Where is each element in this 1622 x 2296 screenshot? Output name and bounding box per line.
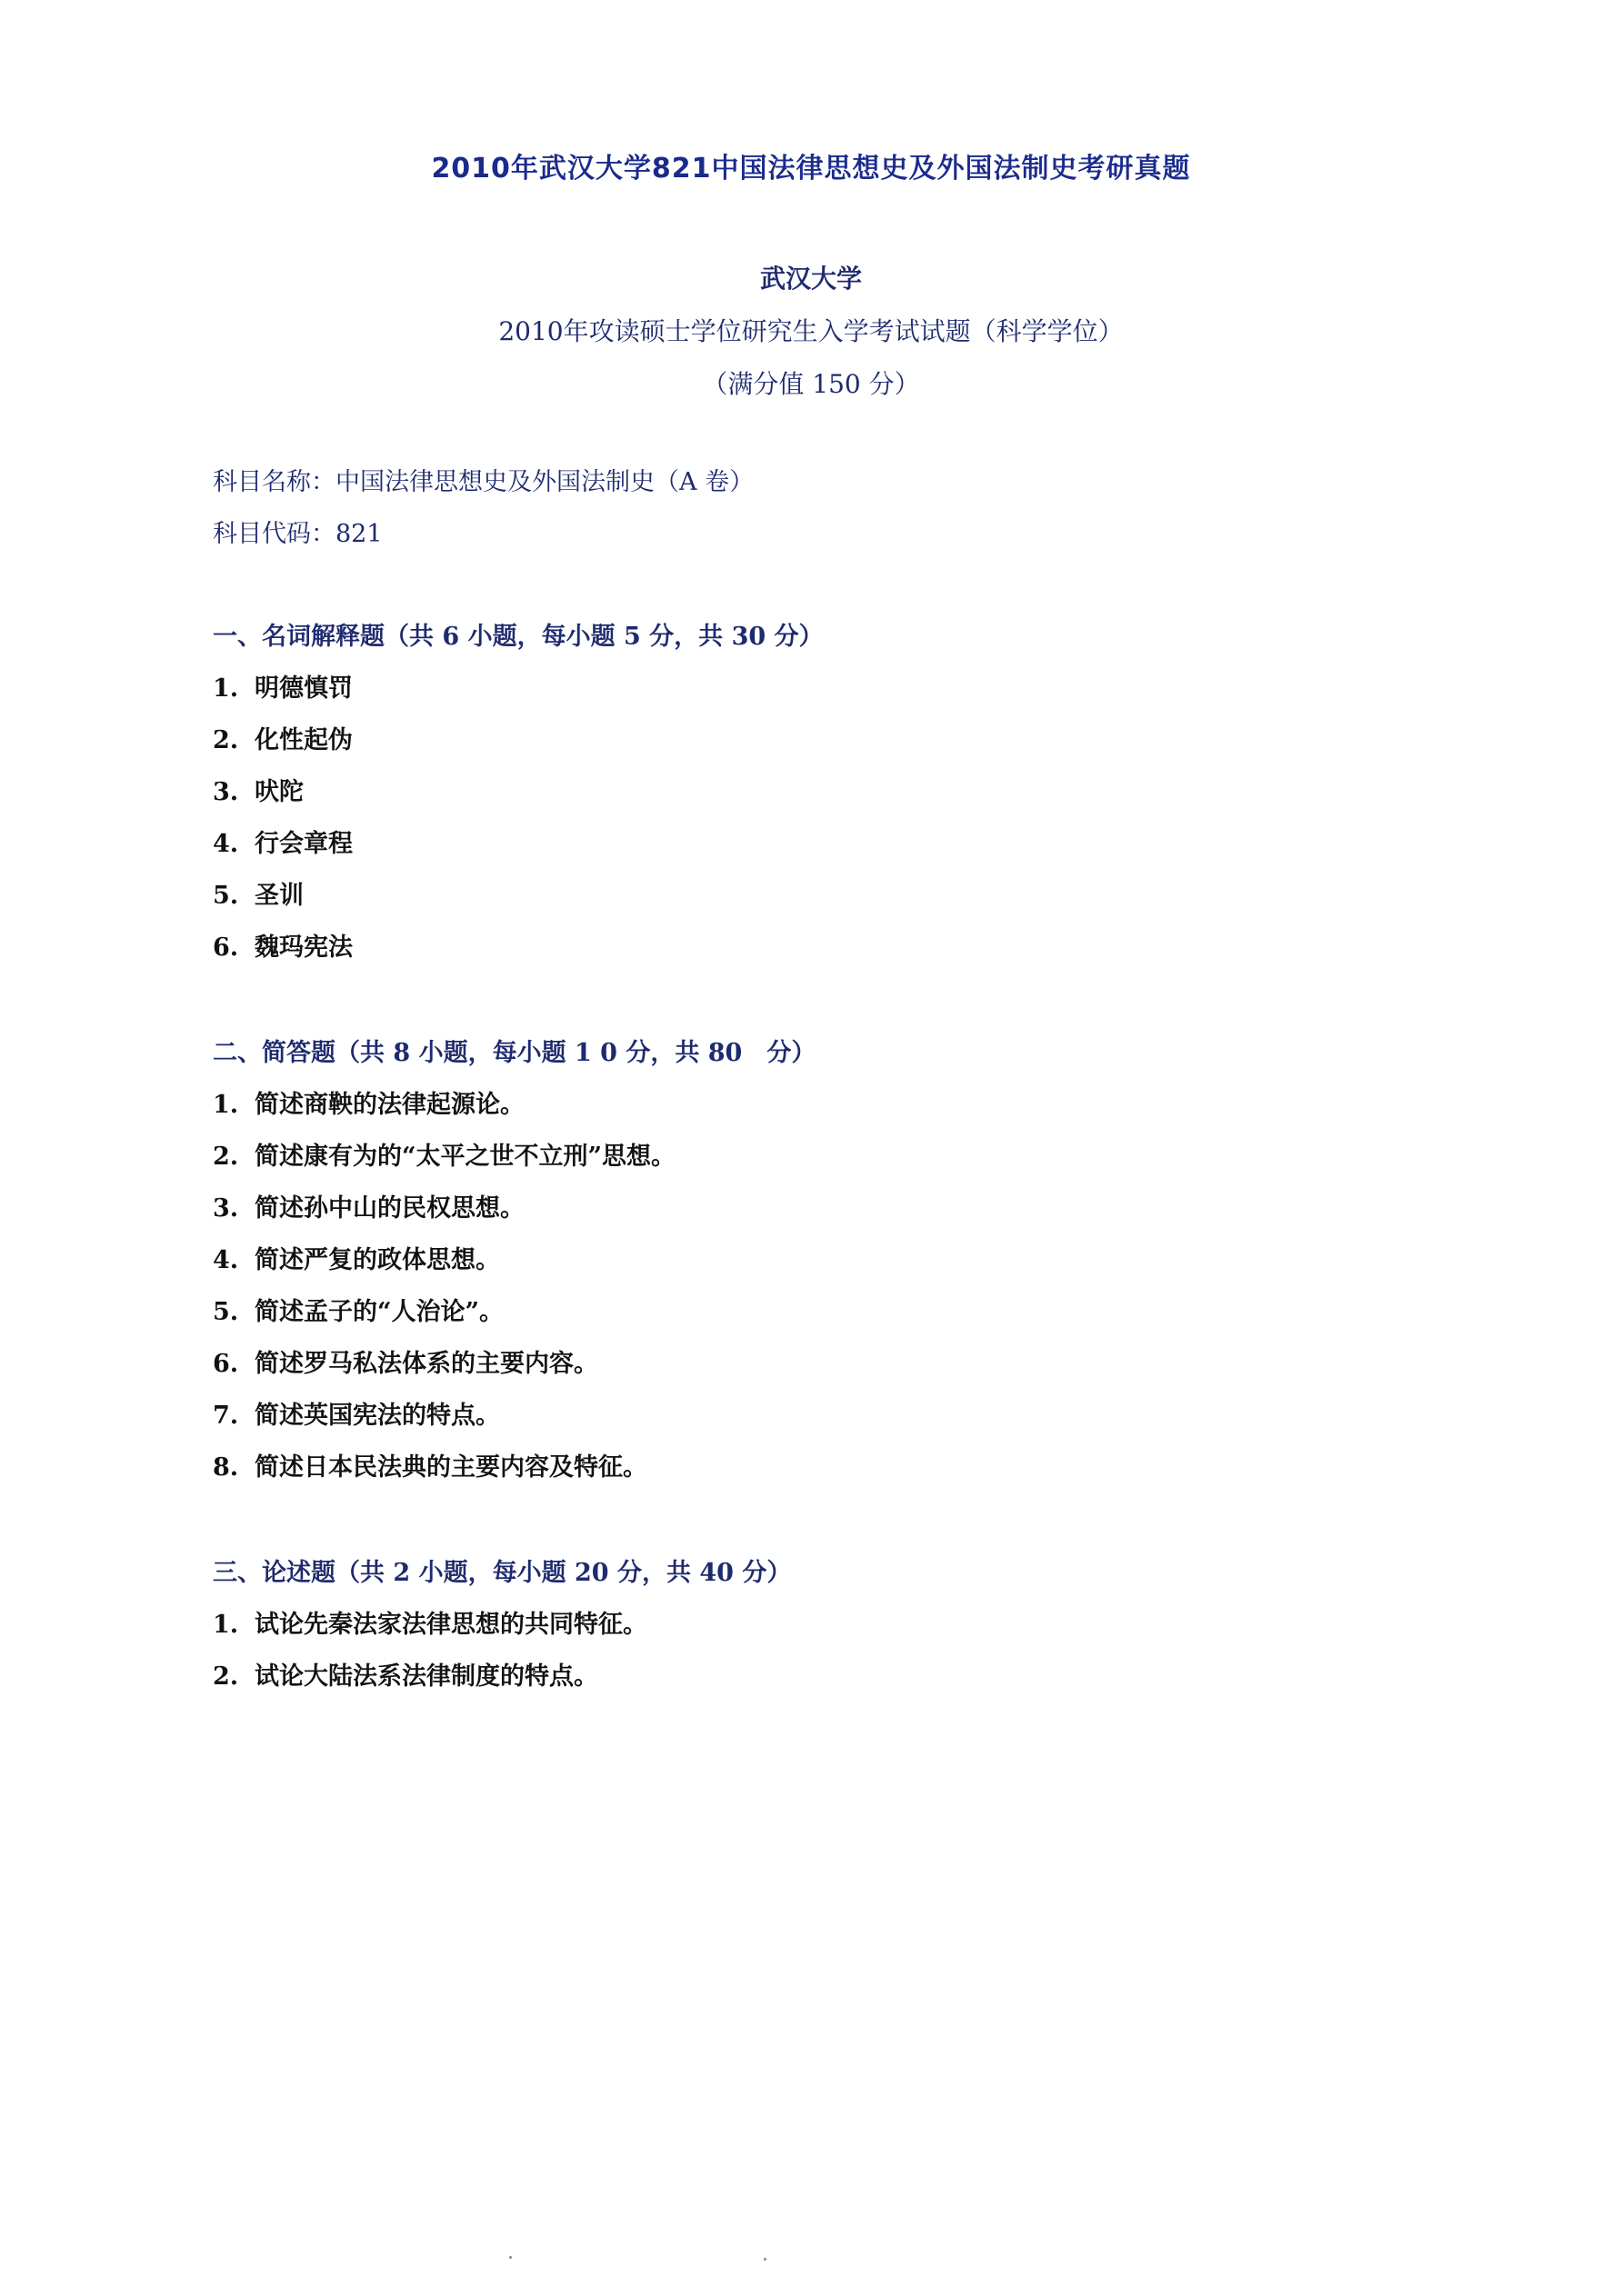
question-item [213, 1286, 1395, 1338]
scan-dot [509, 2256, 512, 2259]
question-number: 7. [213, 1402, 239, 1430]
section-heading: 二、简答题（共 8 小题，每小题 1 0 分，共 80 分） [213, 1039, 816, 1067]
scan-artifact-dots [0, 2254, 1622, 2263]
question-text: 简述康有为的“太平之世不立刑”思想。 [255, 1143, 676, 1171]
question-number: 2. [213, 1662, 239, 1691]
question-text: 圣训 [255, 882, 304, 910]
scan-dot [764, 2258, 766, 2261]
question-text: 简述孙中山的民权思想。 [255, 1194, 525, 1223]
question-item [213, 1079, 1395, 1131]
question-text: 吠陀 [255, 778, 304, 806]
question-text: 简述日本民法典的主要内容及特征。 [255, 1453, 647, 1482]
full-score: （满分值 150 分） [702, 369, 920, 399]
question-text: 魏玛宪法 [255, 933, 353, 962]
question-text: 简述严复的政体思想。 [255, 1246, 500, 1274]
question-number: 4. [213, 1246, 239, 1274]
question-item [213, 1390, 1395, 1442]
question-item [213, 1338, 1395, 1390]
exam-title: 2010年攻读硕士学位研究生入学考试试题（科学学位） [498, 316, 1124, 346]
question-item [213, 818, 1395, 870]
question-item [213, 1651, 1395, 1702]
exam-header [0, 253, 1622, 411]
question-item [213, 714, 1395, 766]
question-text: 简述孟子的“人治论”。 [255, 1298, 505, 1326]
subject-code: 科目代码：821 [213, 520, 383, 548]
section-terms [213, 611, 1395, 973]
question-number: 5. [213, 1298, 239, 1326]
question-text: 化性起伪 [255, 726, 353, 754]
question-text: 简述商鞅的法律起源论。 [255, 1091, 525, 1119]
question-number: 1. [213, 1091, 239, 1119]
question-number: 2. [213, 1143, 239, 1171]
question-number: 2. [213, 726, 239, 754]
question-item [213, 870, 1395, 922]
section-short-answer [213, 1027, 1395, 1493]
question-number: 8. [213, 1453, 239, 1482]
document-title: 2010年武汉大学821中国法律思想史及外国法制史考研真题 [431, 153, 1191, 185]
section-heading: 三、论述题（共 2 小题，每小题 20 分，共 40 分） [213, 1559, 792, 1587]
question-item [213, 1234, 1395, 1286]
question-item [213, 663, 1395, 714]
question-text: 简述英国宪法的特点。 [255, 1402, 500, 1430]
university-name: 武汉大学 [759, 264, 862, 294]
question-item [213, 1442, 1395, 1493]
question-number: 6. [213, 1350, 239, 1378]
question-text: 试论大陆法系法律制度的特点。 [255, 1662, 598, 1691]
subject-name: 科目名称：中国法律思想史及外国法制史（A 卷） [213, 468, 755, 496]
section-essay [213, 1547, 1395, 1702]
question-item [213, 1183, 1395, 1234]
question-text: 明德慎罚 [255, 674, 353, 703]
question-text: 行会章程 [255, 830, 353, 858]
question-number: 3. [213, 1194, 239, 1223]
question-text: 简述罗马私法体系的主要内容。 [255, 1350, 598, 1378]
question-number: 1. [213, 674, 239, 703]
subject-meta [213, 456, 1395, 560]
question-item [213, 922, 1395, 973]
section-heading: 一、名词解释题（共 6 小题，每小题 5 分，共 30 分） [213, 623, 824, 651]
question-number: 1. [213, 1611, 239, 1639]
question-number: 4. [213, 830, 239, 858]
question-item [213, 1131, 1395, 1183]
question-number: 6. [213, 933, 239, 962]
question-item [213, 766, 1395, 818]
question-item [213, 1599, 1395, 1651]
question-number: 3. [213, 778, 239, 806]
question-number: 5. [213, 882, 239, 910]
question-text: 试论先秦法家法律思想的共同特征。 [255, 1611, 647, 1639]
